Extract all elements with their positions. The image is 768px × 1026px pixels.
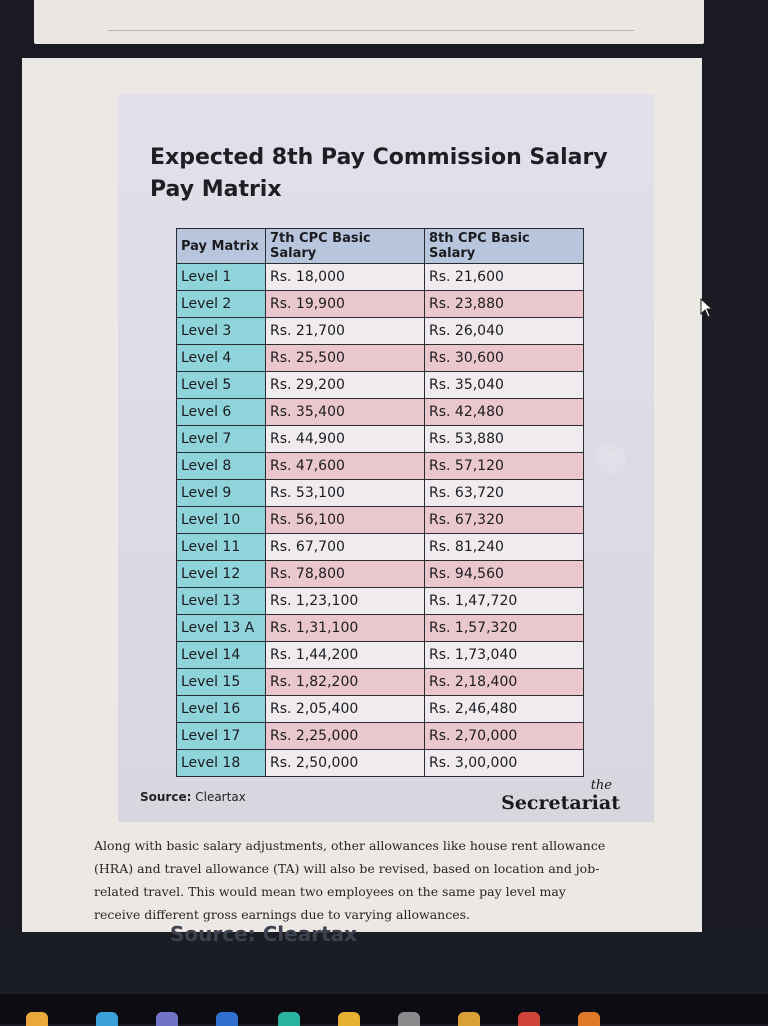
- cpc8-salary-cell: Rs. 26,040: [425, 318, 584, 345]
- table-body: [177, 264, 584, 777]
- cpc8-salary-cell: Rs. 23,880: [425, 291, 584, 318]
- cpc8-salary-cell: Rs. 35,040: [425, 372, 584, 399]
- table-row: [177, 615, 584, 642]
- logo-name: Secretariat: [501, 792, 620, 814]
- level-cell: Level 16: [177, 696, 266, 723]
- table-row: [177, 669, 584, 696]
- cpc8-salary-cell: Rs. 1,57,320: [425, 615, 584, 642]
- cpc7-salary-cell: Rs. 18,000: [266, 264, 425, 291]
- table-row: [177, 426, 584, 453]
- cpc7-salary-cell: Rs. 1,82,200: [266, 669, 425, 696]
- salary-table: [176, 228, 584, 777]
- table-row: [177, 642, 584, 669]
- level-cell: Level 13: [177, 588, 266, 615]
- level-cell: Level 5: [177, 372, 266, 399]
- cpc8-salary-cell: Rs. 81,240: [425, 534, 584, 561]
- cpc8-salary-cell: Rs. 21,600: [425, 264, 584, 291]
- cpc7-salary-cell: Rs. 53,100: [266, 480, 425, 507]
- cpc8-salary-cell: Rs. 3,00,000: [425, 750, 584, 777]
- table-row: [177, 264, 584, 291]
- table-header-row: [177, 229, 584, 264]
- cpc8-salary-cell: Rs. 1,47,720: [425, 588, 584, 615]
- logo-small-text: the: [590, 778, 612, 793]
- cpc7-salary-cell: Rs. 1,44,200: [266, 642, 425, 669]
- pay-matrix-infographic: [118, 94, 654, 822]
- cpc7-salary-cell: Rs. 2,25,000: [266, 723, 425, 750]
- level-cell: Level 11: [177, 534, 266, 561]
- cpc7-salary-cell: Rs. 29,200: [266, 372, 425, 399]
- cpc8-salary-cell: Rs. 67,320: [425, 507, 584, 534]
- cpc7-salary-cell: Rs. 2,05,400: [266, 696, 425, 723]
- cpc7-salary-cell: Rs. 56,100: [266, 507, 425, 534]
- level-cell: Level 3: [177, 318, 266, 345]
- cpc8-salary-cell: Rs. 63,720: [425, 480, 584, 507]
- level-cell: Level 12: [177, 561, 266, 588]
- background-page-fragment: [0, 922, 768, 994]
- secretariat-logo: [501, 780, 620, 814]
- table-row: [177, 534, 584, 561]
- table-row: [177, 561, 584, 588]
- cpc8-salary-cell: Rs. 57,120: [425, 453, 584, 480]
- cpc8-salary-cell: Rs. 42,480: [425, 399, 584, 426]
- level-cell: Level 6: [177, 399, 266, 426]
- table-row: [177, 291, 584, 318]
- cursor-arrow-icon: [700, 298, 714, 318]
- source-label: Source:: [140, 790, 192, 804]
- cpc7-salary-cell: Rs. 78,800: [266, 561, 425, 588]
- taskbar: [0, 994, 768, 1024]
- level-cell: Level 7: [177, 426, 266, 453]
- bleed-through-text: Source: Cleartax: [170, 922, 358, 946]
- article-card: [22, 58, 702, 932]
- scroll-up-chevron-icon[interactable]: ⌃: [596, 444, 626, 474]
- source-credit: [140, 790, 246, 804]
- cpc7-salary-cell: Rs. 25,500: [266, 345, 425, 372]
- level-cell: Level 13 A: [177, 615, 266, 642]
- cpc7-salary-cell: Rs. 44,900: [266, 426, 425, 453]
- table-row: [177, 723, 584, 750]
- previous-article-card: [34, 0, 704, 44]
- level-cell: Level 15: [177, 669, 266, 696]
- table-row: [177, 318, 584, 345]
- cpc8-salary-cell: Rs. 1,73,040: [425, 642, 584, 669]
- cpc8-salary-cell: Rs. 2,18,400: [425, 669, 584, 696]
- cpc8-salary-cell: Rs. 30,600: [425, 345, 584, 372]
- table-row: [177, 588, 584, 615]
- header-8th-cpc: 8th CPC Basic Salary: [425, 229, 584, 264]
- level-cell: Level 9: [177, 480, 266, 507]
- level-cell: Level 2: [177, 291, 266, 318]
- level-cell: Level 8: [177, 453, 266, 480]
- table-row: [177, 750, 584, 777]
- level-cell: Level 17: [177, 723, 266, 750]
- table-row: [177, 345, 584, 372]
- cpc7-salary-cell: Rs. 47,600: [266, 453, 425, 480]
- header-pay-matrix: Pay Matrix: [177, 229, 266, 264]
- cpc7-salary-cell: Rs. 67,700: [266, 534, 425, 561]
- cpc8-salary-cell: Rs. 2,70,000: [425, 723, 584, 750]
- cpc7-salary-cell: Rs. 1,31,100: [266, 615, 425, 642]
- table-row: [177, 480, 584, 507]
- infographic-title: Expected 8th Pay Commission Salary Pay Matrix: [150, 145, 608, 202]
- cpc8-salary-cell: Rs. 94,560: [425, 561, 584, 588]
- divider: [108, 30, 634, 31]
- article-paragraph: Along with basic salary adjustments, other allowances like house rent allowance (HRA) and travel allowance (TA) will also be revised, based on location and job-related travel. This would mean two employees on the same pay level may receive different gross earnings due to varying allowances.: [94, 838, 606, 922]
- table-row: [177, 372, 584, 399]
- header-7th-cpc: 7th CPC Basic Salary: [266, 229, 425, 264]
- level-cell: Level 4: [177, 345, 266, 372]
- cpc8-salary-cell: Rs. 53,880: [425, 426, 584, 453]
- cpc7-salary-cell: Rs. 1,23,100: [266, 588, 425, 615]
- cpc7-salary-cell: Rs. 21,700: [266, 318, 425, 345]
- cpc8-salary-cell: Rs. 2,46,480: [425, 696, 584, 723]
- table-row: [177, 696, 584, 723]
- level-cell: Level 10: [177, 507, 266, 534]
- cpc7-salary-cell: Rs. 35,400: [266, 399, 425, 426]
- cpc7-salary-cell: Rs. 19,900: [266, 291, 425, 318]
- level-cell: Level 18: [177, 750, 266, 777]
- level-cell: Level 1: [177, 264, 266, 291]
- source-value: Cleartax: [195, 790, 246, 804]
- table-row: [177, 453, 584, 480]
- cpc7-salary-cell: Rs. 2,50,000: [266, 750, 425, 777]
- table-row: [177, 399, 584, 426]
- table-row: [177, 507, 584, 534]
- level-cell: Level 14: [177, 642, 266, 669]
